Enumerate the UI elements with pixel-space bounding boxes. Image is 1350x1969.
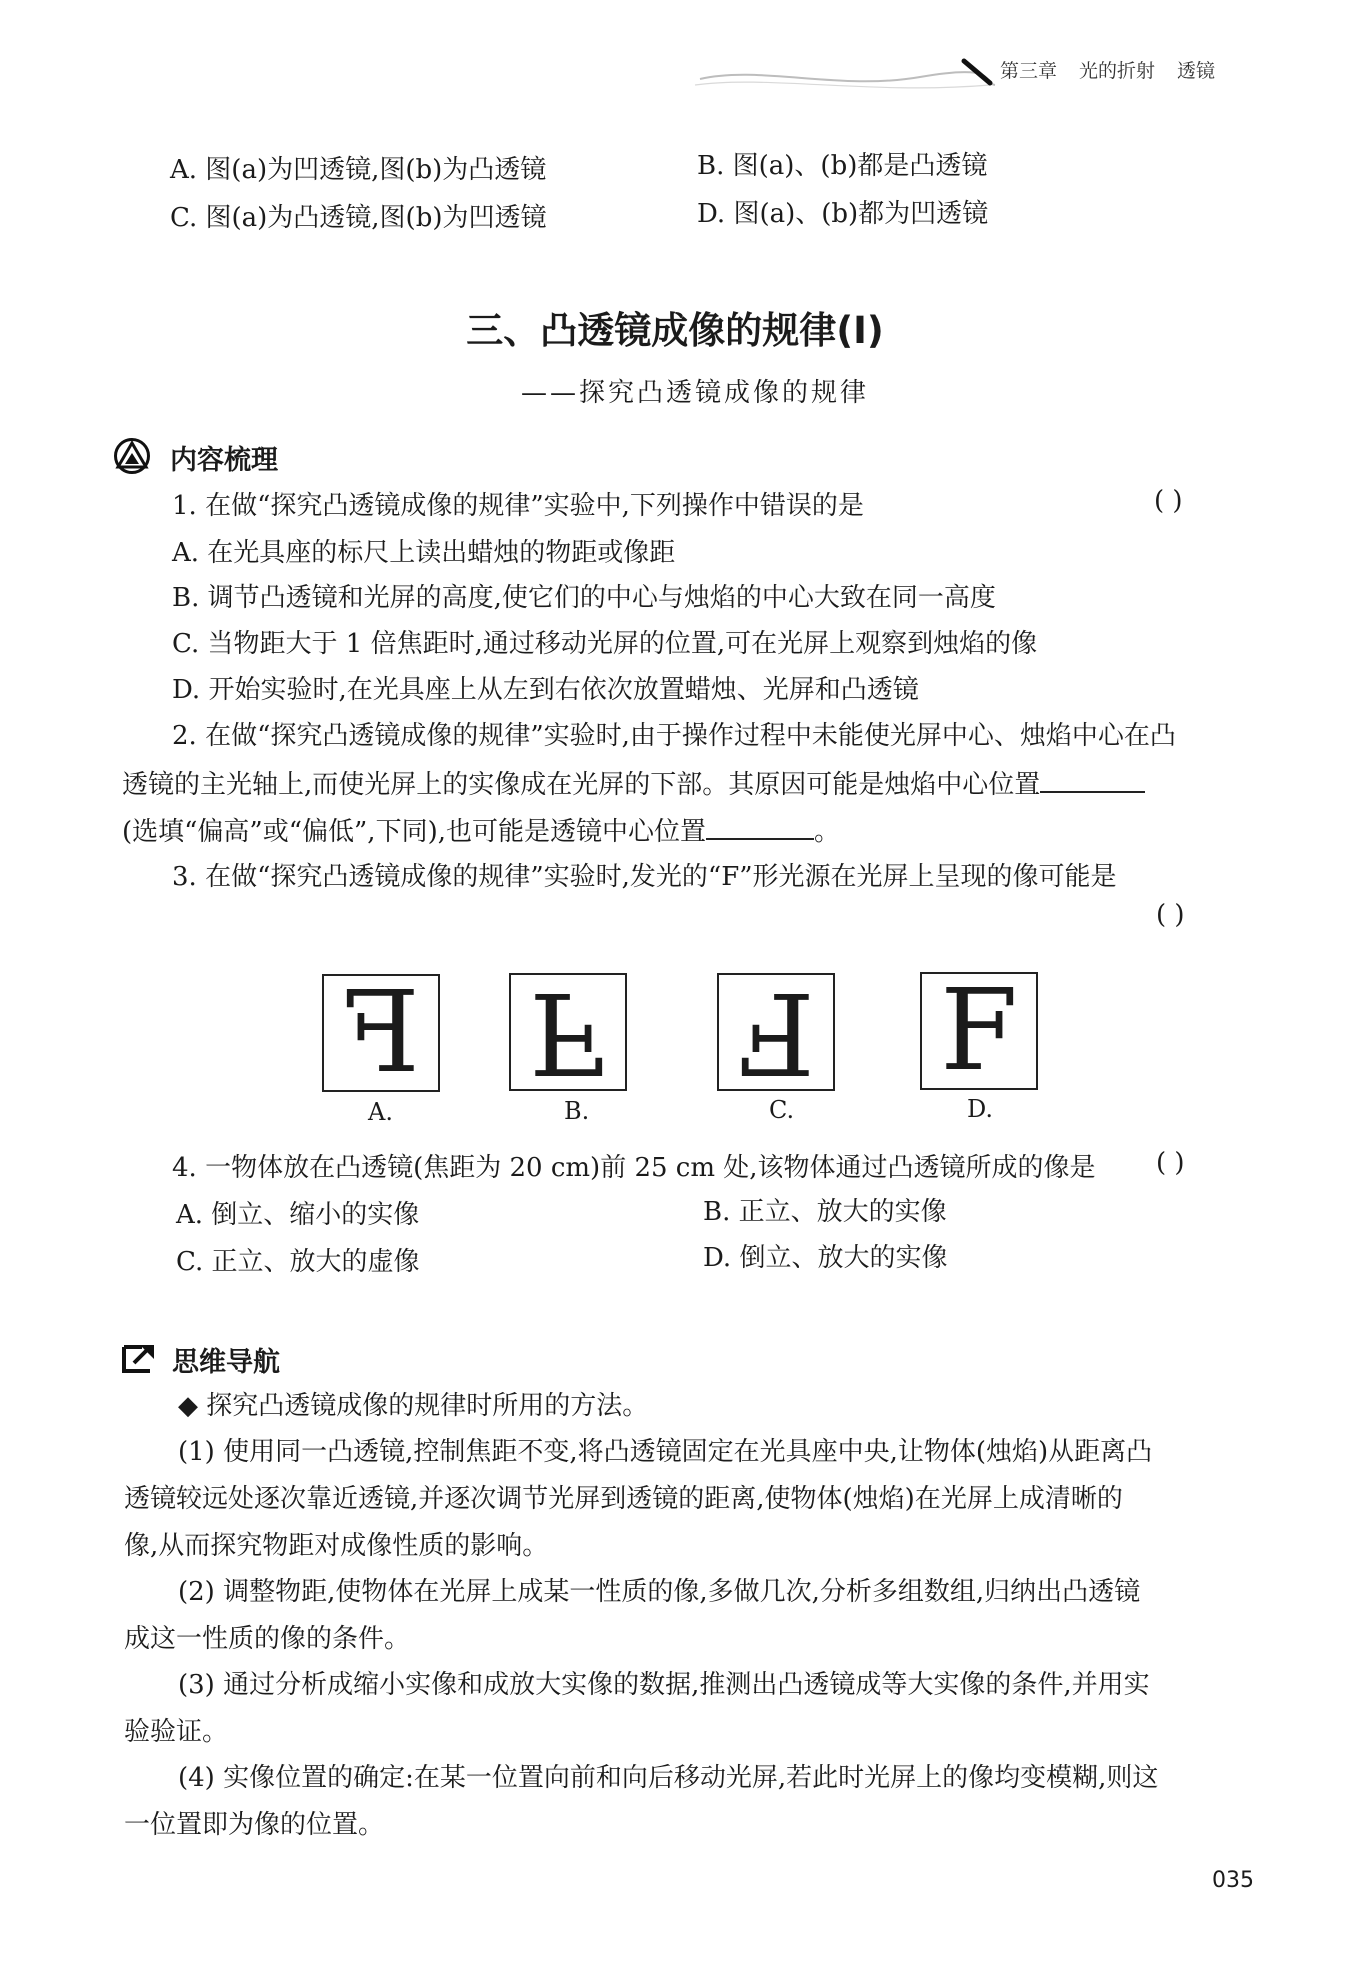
figure-b-label: B. [564,1097,590,1125]
page-number: 035 [1212,1868,1254,1893]
figure-c-box [717,967,835,1097]
q4-option-c: C. 正立、放大的虚像 [176,1247,420,1277]
figure-b-glyph: F [529,967,607,1097]
running-header [1000,56,1215,83]
prev-option-b: B. 图(a)、(b)都是凸透镜 [697,151,988,181]
header-topic: 光的折射 [1079,60,1156,82]
guide-p1-line2: 透镜较远处逐次靠近透镜,并逐次调节光屏到透镜的距离,使物体(烛焰)在光屏上成清晰的 [124,1484,1123,1514]
q4-option-a: A. 倒立、缩小的实像 [176,1200,420,1230]
q2-line2 [122,765,1145,803]
guide-p4-line2: 一位置即为像的位置。 [124,1810,385,1840]
figure-d-label: D. [967,1095,994,1123]
q2-line3-end: 。 [814,817,841,847]
prev-option-c: C. 图(a)为凸透镜,图(b)为凹透镜 [170,203,547,233]
q1-option-a: A. 在光具座的标尺上读出蜡烛的物距或像距 [172,538,676,568]
q2-line1: 2. 在做“探究凸透镜成像的规律”实验时,由于操作过程中未能使光屏中心、烛焰中心在凸 [172,721,1176,751]
q2-line2-text: 透镜的主光轴上,而使光屏上的实像成在光屏的下部。其原因可能是烛焰中心位置 [122,770,1041,800]
guide-p2-line2: 成这一性质的像的条件。 [124,1624,411,1654]
q1-stem: 1. 在做“探究凸透镜成像的规律”实验中,下列操作中错误的是 [172,491,864,521]
figure-b-box [509,967,627,1097]
q1-option-b: B. 调节凸透镜和光屏的高度,使它们的中心与烛焰的中心大致在同一高度 [172,583,996,613]
guide-intro: ◆ 探究凸透镜成像的规律时所用的方法。 [178,1391,649,1421]
content-review-heading: 内容梳理 [170,445,278,476]
q3-stem: 3. 在做“探究凸透镜成像的规律”实验时,发光的“F”形光源在光屏上呈现的像可能是 [172,862,1117,892]
figure-c-label: C. [769,1096,795,1124]
prev-option-a: A. 图(a)为凹透镜,图(b)为凸透镜 [170,155,547,185]
q2-line3-text: (选填“偏高”或“偏低”,下同),也可能是透镜中心位置 [122,817,706,847]
header-pen-swoosh-icon [690,55,1002,95]
guide-p1-line1: (1) 使用同一凸透镜,控制焦距不变,将凸透镜固定在光具座中央,让物体(烛焰)从距离凸 [178,1437,1153,1467]
figure-d-box [920,966,1038,1096]
q4-answer-paren: ( ) [1156,1148,1185,1178]
figure-a-box [322,968,440,1098]
figure-a-glyph: F [342,968,420,1098]
guide-p2-line1: (2) 调整物距,使物体在光屏上成某一性质的像,多做几次,分析多组数组,归纳出凸透镜 [178,1577,1141,1607]
q4-option-b: B. 正立、放大的实像 [703,1197,947,1227]
guide-p3-line1: (3) 通过分析成缩小实像和成放大实像的数据,推测出凸透镜成等大实像的条件,并用实 [178,1670,1150,1700]
header-subtopic: 透镜 [1177,60,1216,82]
q2-line3 [122,812,840,850]
q1-option-d: D. 开始实验时,在光具座上从左到右依次放置蜡烛、光屏和凸透镜 [172,675,919,705]
thinking-guide-heading: 思维导航 [172,1347,280,1378]
triangle-circle-icon [112,438,152,474]
q1-option-c: C. 当物距大于 1 倍焦距时,通过移动光屏的位置,可在光屏上观察到烛焰的像 [172,629,1038,659]
guide-p1-line3: 像,从而探究物距对成像性质的影响。 [124,1531,549,1561]
pointer-arrow-icon [120,1341,158,1375]
q3-answer-paren: ( ) [1156,900,1185,930]
prev-option-d: D. 图(a)、(b)都为凹透镜 [697,199,989,229]
q4-stem: 4. 一物体放在凸透镜(焦距为 20 cm)前 25 cm 处,该物体通过凸透镜所成的像是 [172,1153,1096,1183]
section-subtitle: ——探究凸透镜成像的规律 [520,378,869,408]
guide-p3-line2: 验验证。 [124,1717,229,1747]
header-chapter: 第三章 [1000,60,1058,82]
q1-answer-paren: ( ) [1154,486,1183,516]
figure-d-glyph: F [940,966,1018,1096]
q2-blank-1[interactable] [1040,765,1145,793]
q2-blank-2[interactable] [706,812,814,840]
q4-option-d: D. 倒立、放大的实像 [703,1243,948,1273]
guide-p4-line1: (4) 实像位置的确定:在某一位置向前和向后移动光屏,若此时光屏上的像均变模糊,则这 [178,1763,1159,1793]
figure-c-glyph: F [737,967,815,1097]
figure-a-label: A. [368,1098,393,1126]
section-title: 三、凸透镜成像的规律(Ⅰ) [466,309,884,352]
